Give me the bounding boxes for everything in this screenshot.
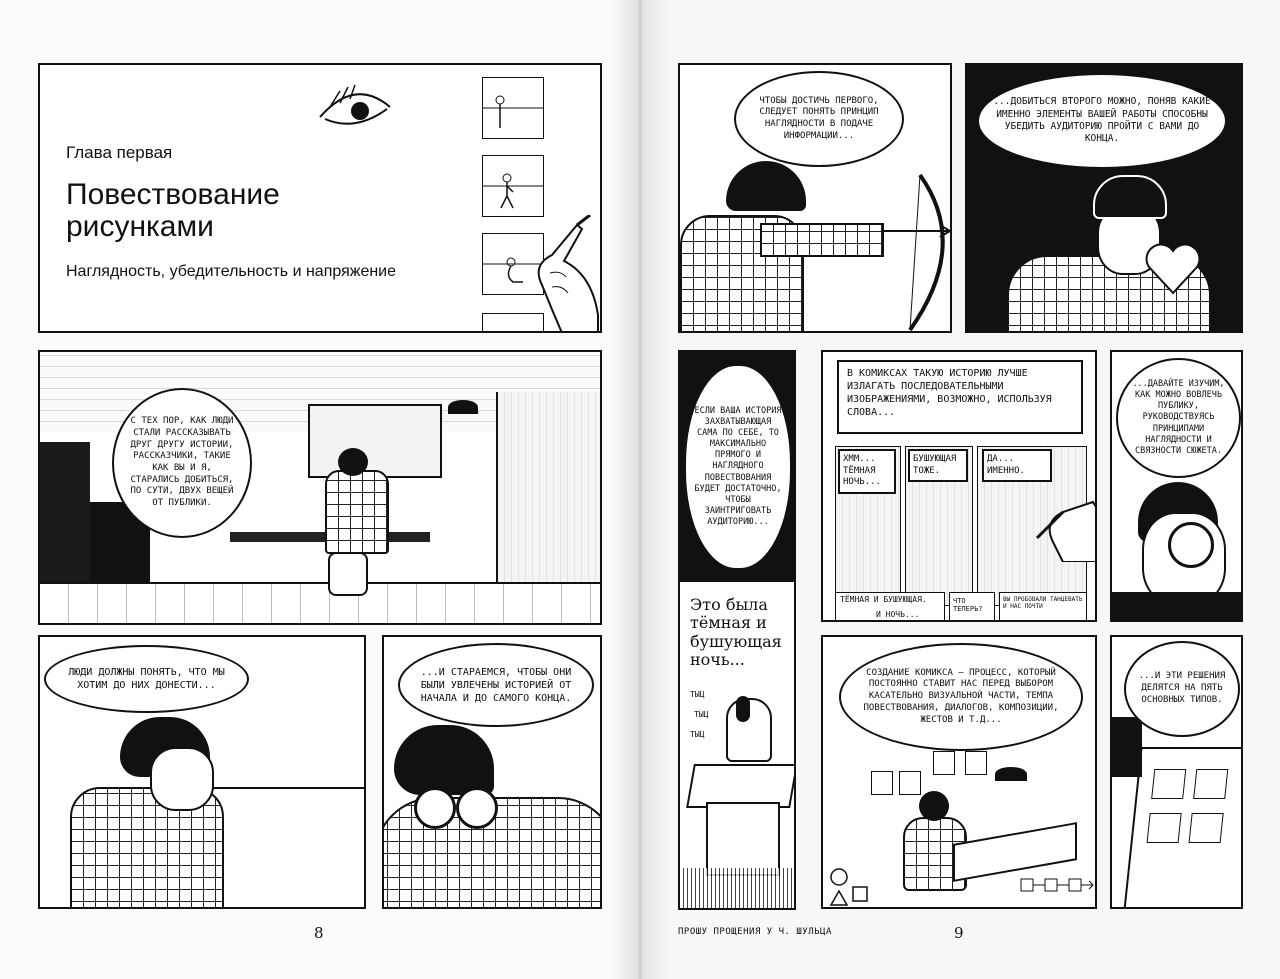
five-types-speech-bubble: ...И ЭТИ РЕШЕНИЯ ДЕЛЯТСЯ НА ПЯТЬ ОСНОВНЫХ ТИПОВ. — [1124, 641, 1240, 737]
mini-panel-5 — [949, 592, 995, 622]
thumb-frame-1 — [871, 771, 893, 795]
explainer-hair — [1093, 175, 1167, 219]
comics-caption: В КОМИКСАХ ТАКУЮ ИСТОРИЮ ЛУЧШЕ ИЗЛАГАТЬ ПОСЛЕДОВАТЕЛЬНЫМИ ИЗОБРАЖЕНИЯМИ, ВОЗМОЖНО, ИСПОЛЬЗУЯ СЛОВА... — [837, 360, 1083, 434]
artist-hair-close — [394, 725, 494, 795]
five-types-hair — [1112, 717, 1142, 777]
sfx-1: ТЫЦ — [690, 690, 705, 699]
thumb-frame-3 — [933, 751, 955, 775]
story-panel — [678, 350, 796, 910]
artist-face — [150, 747, 214, 811]
storyboard-cell-1 — [1151, 769, 1186, 799]
story-handwritten-text: Это была тёмная и бушующая ночь... — [690, 595, 782, 670]
archer-arm — [760, 223, 884, 257]
thumb-frame-4 — [965, 751, 987, 775]
archer-panel — [678, 63, 952, 333]
right-page — [640, 0, 1280, 979]
glasses-icon-3 — [1168, 522, 1214, 568]
shapes-icon — [829, 867, 889, 907]
mini-panel-1 — [835, 446, 901, 606]
book-gutter — [610, 0, 670, 979]
sfx-2: ТЫЦ — [694, 710, 709, 719]
studio-corkboard — [308, 404, 442, 478]
mini-panel-4-sub: И НОЧЬ... — [876, 610, 920, 619]
engaged-speech-bubble: ...И СТАРАЕМСЯ, ЧТОБЫ ОНИ БЫЛИ УВЛЕЧЕНЫ ИСТОРИЕЙ ОТ НАЧАЛА И ДО САМОГО КОНЦА. — [398, 643, 594, 727]
mini-panel-5-caption: ЧТО ТЕПЕРЬ? — [953, 597, 983, 613]
glasses-icon — [414, 787, 456, 829]
eye-drawing — [315, 77, 395, 137]
explore-panel — [1110, 350, 1243, 622]
five-types-panel — [1110, 635, 1243, 909]
comics-panel — [821, 350, 1097, 622]
studio-floor — [40, 582, 602, 625]
pen-hand — [1033, 482, 1097, 562]
explore-speech-bubble: ...ДАВАЙТЕ ИЗУЧИМ, КАК МОЖНО ВОВЛЕЧЬ ПУБЛИКУ, РУКОВОДСТВУЯСЬ ПРИНЦИПАМИ НАГЛЯДНОСТИ И СВЯЗНОСТИ СЮЖЕТА. — [1116, 358, 1241, 478]
flow-icon — [1019, 873, 1097, 897]
doghouse-body — [706, 802, 780, 876]
thumb-frame-2 — [899, 771, 921, 795]
chapter-label: Глава первая — [66, 143, 173, 162]
strip-frame-standing — [482, 77, 544, 139]
storyboard-cell-3 — [1147, 813, 1182, 843]
artist-figure — [325, 470, 389, 554]
process-lamp — [995, 767, 1027, 781]
understand-speech-bubble: ЛЮДИ ДОЛЖНЫ ПОНЯТЬ, ЧТО МЫ ХОТИМ ДО НИХ ДОНЕСТИ... — [44, 645, 249, 713]
studio-panel — [38, 350, 602, 625]
studio-speech-bubble: С ТЕХ ПОР, КАК ЛЮДИ СТАЛИ РАССКАЗЫВАТЬ ДРУГ ДРУГУ ИСТОРИИ, РАССКАЗЧИКИ, ТАКИЕ КАК ВЫ И Я, СТАРАЛИСЬ ДОБИТЬСЯ, ПО СУТИ, ДВУХ ВЕЩЕЙ ОТ ПУБЛИКИ. — [112, 388, 252, 538]
engaged-panel — [382, 635, 602, 909]
heart-speech-bubble: ...ДОБИТЬСЯ ВТОРОГО МОЖНО, ПОНЯВ КАКИЕ ИМЕННО ЭЛЕМЕНТЫ ВАШЕЙ РАБОТЫ СПОСОБНЫ УБЕДИТЬ АУДИТОРИЮ ПРОЙТИ С ВАМИ ДО КОНЦА. — [977, 73, 1227, 169]
page-number-left: 8 — [314, 924, 324, 942]
chapter-title: Повествование рисунками — [66, 178, 280, 243]
drawing-hand — [532, 215, 602, 333]
storyboard-cell-4 — [1189, 813, 1224, 843]
mini-panel-6-caption: ВЫ ПРОБОВАЛИ ТАНЦЕВАТЬ И НАС ПОЧТИ — [1003, 596, 1083, 611]
footer-credit: ПРОШУ ПРОЩЕНИЯ У Ч. ШУЛЬЦА — [678, 927, 832, 937]
glasses-icon-2 — [456, 787, 498, 829]
process-speech-bubble: СОЗДАНИЕ КОМИКСА – ПРОЦЕСС, КОТОРЫЙ ПОСТОЯННО СТАВИТ НАС ПЕРЕД ВЫБОРОМ КАСАТЕЛЬНО ВИЗУАЛЬНОЙ ЧАСТИ, ТЕМПА ПОВЕСТВОВАНИЯ, ДИАЛОГОВ, КОМПОЗИЦИИ, ЖЕСТОВ И Т.Д... — [839, 643, 1083, 751]
mini-panel-2-caption: БУШУЮЩАЯ ТОЖЕ. — [908, 449, 968, 482]
chapter-subtitle: Наглядность, убедительность и напряжение — [66, 263, 397, 280]
mini-panel-2 — [905, 446, 973, 606]
story-speech-bubble: ЕСЛИ ВАША ИСТОРИЯ ЗАХВАТЫВАЮЩАЯ САМА ПО СЕБЕ, ТО МАКСИМАЛЬНО ПРЯМОГО И НАГЛЯДНОГО ПОВЕСТВОВАНИЯ БУДЕТ ДОСТАТОЧНО, ЧТОБЫ ЗАИНТРИГОВАТЬ АУДИТОРИЮ... — [684, 364, 792, 570]
mini-panel-4-caption: ТЁМНАЯ И БУШУЮЩАЯ. — [840, 595, 927, 604]
heart-icon — [1143, 241, 1203, 297]
title-panel — [38, 63, 602, 333]
mini-panel-6 — [999, 592, 1087, 622]
strip-frame-walking — [482, 155, 544, 217]
mini-panel-4 — [835, 592, 945, 622]
explore-shirt — [1112, 592, 1243, 622]
process-panel — [821, 635, 1097, 909]
artist-head — [338, 448, 368, 476]
sfx-3: ТЫЦ — [690, 730, 705, 739]
mini-panel-1-caption: ХММ... ТЁМНАЯ НОЧЬ... — [838, 449, 896, 494]
archer-speech-bubble: ЧТОБЫ ДОСТИЧЬ ПЕРВОГО, СЛЕДУЕТ ПОНЯТЬ ПРИНЦИП НАГЛЯДНОСТИ В ПОДАЧЕ ИНФОРМАЦИИ... — [734, 71, 904, 167]
dog-ear — [736, 696, 750, 722]
heart-panel — [965, 63, 1243, 333]
grass — [680, 868, 796, 910]
process-artist-head — [919, 791, 949, 821]
understand-panel — [38, 635, 366, 909]
mini-panel-3-caption: ДА... ИМЕННО. — [982, 449, 1052, 482]
page-number-right: 9 — [954, 924, 964, 942]
studio-lamp — [448, 400, 478, 414]
studio-chair — [328, 552, 368, 596]
studio-cabinet — [40, 442, 90, 582]
storyboard-cell-2 — [1193, 769, 1228, 799]
